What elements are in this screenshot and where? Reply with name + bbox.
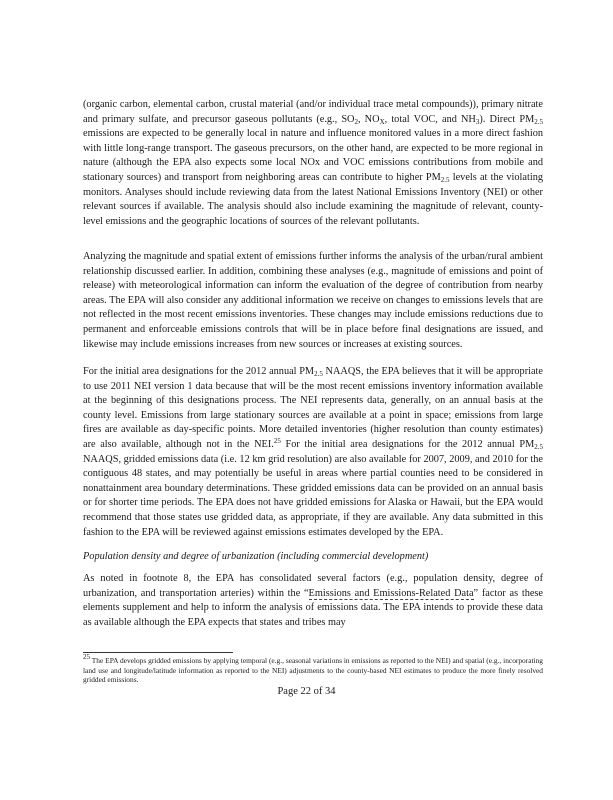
tracked-change-text: Emissions and Emissions-Related Data — [308, 587, 474, 599]
text-run: NAAQS, gridded emissions data (i.e. 12 km grid resolution) are also available for 2007, 2009, and 2010 for the contiguous 48 states, and may potentially be useful in areas where partial counties need to be considered in nonattainment area boundary determinations. These gridded emissions data can be provided on an annual basis or for shorter time periods. The EPA does not have gridded emissions for Alaska or Hawaii, but the EPA would recommend that those states use gridded data, as appropriate, if they are available. Any data submitted in this fashion to the EPA will be reviewed against emissions estimates developed by the EPA. — [83, 453, 543, 538]
subscript: X — [379, 117, 385, 126]
text-run: (organic carbon, elemental carbon, crustal material (and/or individual trace metal compounds)), primary nitrate and primary sulfate, and precursor gaseous pollutants (e.g., SO — [83, 99, 543, 125]
page-footer: Page 22 of 34 — [277, 686, 336, 697]
text-run: For the initial area designations for the 2012 annual PM — [83, 366, 315, 377]
subscript: 3 — [475, 117, 480, 126]
text-run: As noted in footnote 8, the EPA has consolidated several factors (e.g., population density, degree of urbanization, and transportation arteries) within the “ — [83, 573, 543, 599]
paragraph-emissions-precursors — [83, 98, 543, 229]
text-run: ” factor as these elements supplement and help to inform the analysis of emissions data. The EPA intends to provide these data as available although the EPA expects that states and tribes may — [83, 587, 543, 628]
text-run: , NO — [357, 113, 380, 125]
subscript: 2.5 — [440, 175, 450, 184]
subscript: 2.5 — [534, 117, 543, 126]
text-run: NAAQS, the EPA believes that it will be appropriate to use 2011 NEI version 1 data because that will be the most recent emissions inventory information available at the beginning of this designations process. The NEI represents data, generally, on an annual basis at the county level. Emissions from large stationary sources are available at a point in space; emissions from large fires are available as day-specific points. More detailed inventories (higher resolution than county estimates) are also available, although not in the NEI. — [83, 366, 543, 450]
footnote-text: The EPA develops gridded emissions by applying temporal (e.g., seasonal variations in emissions as reported to the NEI) and spatial (e.g., incorporating land use and longitude/latitude information as reported to the NEI) adjustments to the county-based NEI estimates to produce the more finely resolved gridded emissions. — [83, 656, 543, 685]
subscript: 2 — [354, 117, 358, 126]
footnote-reference[interactable]: 25 — [273, 436, 281, 445]
footnote — [83, 653, 543, 685]
text-run: levels at the violating monitors. Analyses should include reviewing data from the latest National Emissions Inventory (NEI) or other relevant sources if available. The analysis should also include examining the magnitude of relevant, county-level emissions and the geographic locations of sources of the relevant pollutants. — [83, 171, 544, 227]
text-run: For the initial area designations for the 2012 annual PM — [280, 438, 535, 450]
text-run: emissions are expected to be generally local in nature and influence monitored values in a more direct fashion with little long-range transport. The gaseous precursors, on the other hand, are expected to be more regional in nature (although the EPA also expects some local NOx and VOC emissions contributions from mobile and stationary sources) and transport from neighboring areas can contribute to higher PM — [83, 128, 543, 183]
text-run: , total VOC, and NH — [384, 113, 476, 125]
paragraph-spatial-extent: Analyzing the magnitude and spatial extent of emissions further informs the analysis of the urban/rural ambient relationship discussed earlier. In addition, combining these analyses (e.g., magnitude of emissions and point of release) with meteorological information can inform the evaluation of the degree of contribution from nearby areas. The EPA will also consider any additional information we receive on changes to emissions levels that are not reflected in the most recent emissions inventories. These changes may include emissions reductions due to permanent and enforceable emissions controls that will be in place before final designations are issued, and likewise may include emissions increases from new sources or increases at existing sources. — [83, 251, 543, 350]
subscript: 2.5 — [534, 442, 544, 451]
footnote-number: 25 — [83, 653, 90, 661]
section-subheading: Population density and degree of urbanization (including commercial development) — [83, 551, 429, 562]
text-run: ). Direct PM — [479, 113, 535, 125]
subscript: 2.5 — [314, 370, 323, 378]
paragraph-nei-data — [83, 365, 543, 540]
paragraph-population-density — [83, 572, 543, 630]
footnote-divider — [83, 652, 233, 653]
